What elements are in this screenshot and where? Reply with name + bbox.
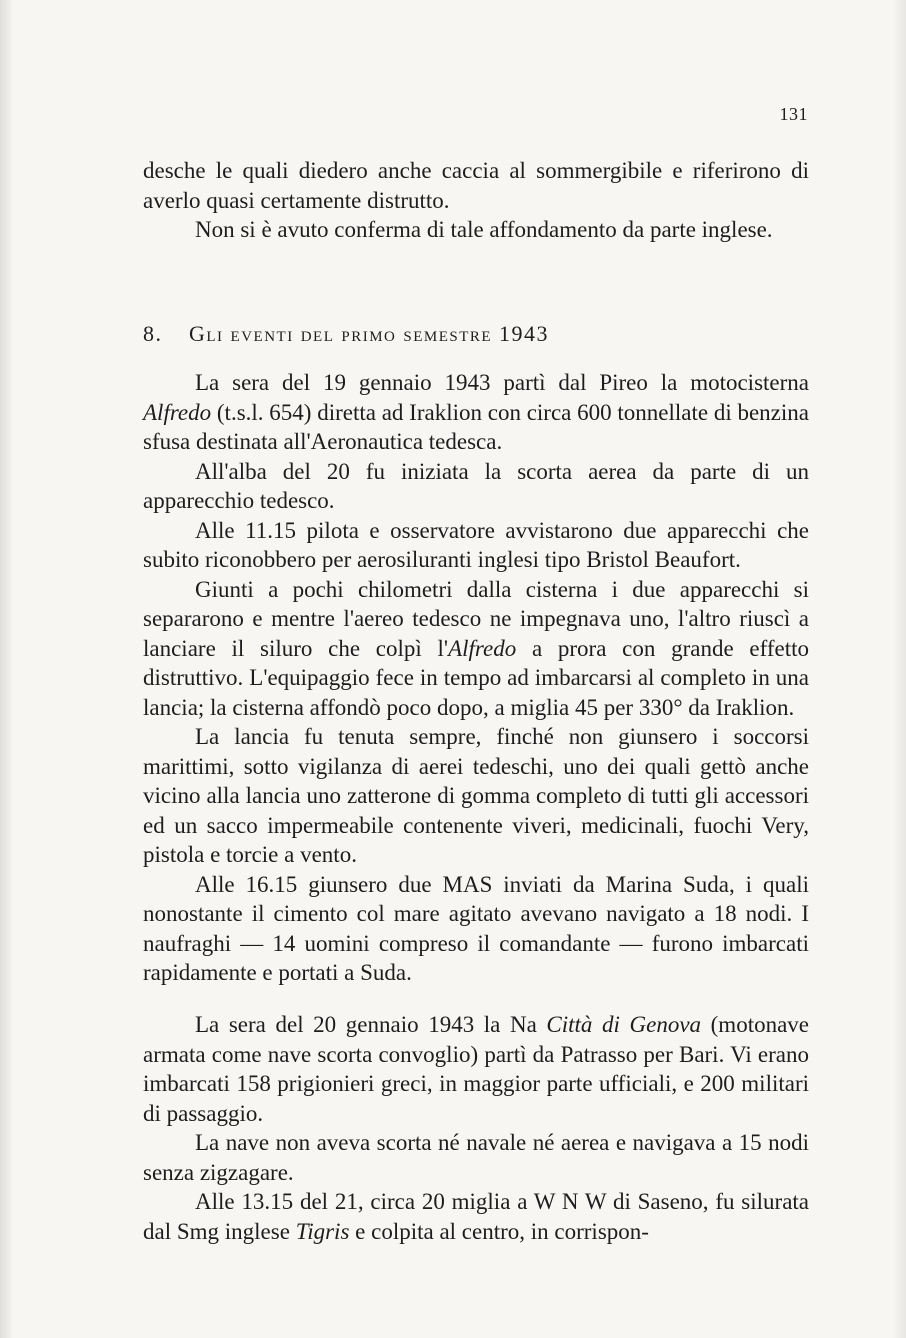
section-text-part-2 [143,1010,809,1246]
text-run: (motonave armata come nave scorta convoglio) partì da Patrasso per Bari. Vi erano imbarcati 158 prigionieri greci, in maggior parte ufficiali, e 200 militari di passaggio. [143,1012,810,1126]
text-run: e colpita al centro, in corrispon- [349,1218,649,1244]
section-heading [143,319,809,349]
page-number: 131 [779,104,808,124]
paragraph-air-escort: All'alba del 20 fu iniziata la scorta aerea da parte di un apparecchio tedesco. [143,458,809,513]
paragraph-torpedoed [143,1187,809,1246]
text-run: Giunti a pochi chilometri dalla cisterna i due apparecchi si separarono e mentre l'aereo tedesco ne impegnava uno, l'altro riuscì a lanciare il siluro che colpì l' [143,576,809,661]
ship-name-italic: Alfredo [448,635,517,661]
page-edge-shadow-right [892,0,906,1338]
submarine-name-italic: Tigris [295,1218,350,1244]
paragraph-alfredo-departure [143,368,809,457]
ship-name-italic: Alfredo [143,399,212,425]
paragraph-lifeboat: La lancia fu tenuta sempre, finché non giunsero i soccorsi marittimi, sotto vigilanza di aerei tedeschi, uno dei quali gettò anche vicino alla lancia uno zatterone di gomma completo di tutti gli accessori ed un sacco impermeabile contenente viveri, medicinali, fuochi Very, pistola e torcie a vento. [143,724,809,867]
section-number: 8. [143,321,163,346]
page-edge-shadow-left [0,0,14,1338]
paragraph-attack [143,575,809,723]
text-run: La sera del 19 gennaio 1943 partì dal Pireo la motocisterna [195,370,809,395]
intro-paragraph-1: desche le quali diedero anche caccia al sommergibile e riferirono di averlo quasi certamente distrutto. [143,158,809,213]
text-run: (t.s.l. 654) diretta ad Iraklion con circa 600 tonnellate di benzina sfusa destinata all'Aeronautica tedesca. [143,399,809,454]
intro-text-block [143,156,809,245]
section-text-part-1 [143,368,809,988]
intro-paragraph-2: Non si è avuto conferma di tale affondamento da parte inglese. [195,217,773,242]
text-run: a prora con grande effetto distruttivo. L'equipaggio fece in tempo ad imbarcarsi al completo in una lancia; la cisterna affondò poco dopo, a miglia 45 per 330° da Iraklion. [143,635,809,720]
paragraph-sighting: Alle 11.15 pilota e osservatore avvistarono due apparecchi che subito riconobbero per aerosiluranti inglesi tipo Bristol Beaufort. [143,517,809,572]
paragraph-citta-di-genova [143,1010,809,1128]
section-title: Gli eventi del primo semestre 1943 [189,321,550,346]
paragraph-rescue: Alle 16.15 giunsero due MAS inviati da Marina Suda, i quali nonostante il cimento col mare agitato avevano navigato a 18 nodi. I naufraghi — 14 uomini compreso il comandante — furono imbarcati rapidamente e portati a Suda. [143,871,809,985]
text-run: La sera del 20 gennaio 1943 la Na [195,1012,547,1037]
ship-name-italic: Città di Genova [546,1012,702,1037]
text-run: Alle 13.15 del 21, circa 20 miglia a W N W di Saseno, fu silurata dal Smg inglese [143,1189,809,1244]
paragraph-no-escort: La nave non aveva scorta né navale né aerea e navigava a 15 nodi senza zigzagare. [143,1130,809,1185]
